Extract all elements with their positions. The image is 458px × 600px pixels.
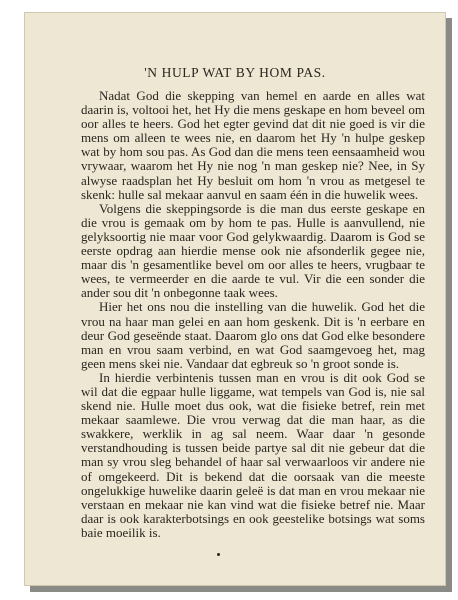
body-text [81, 89, 425, 540]
paragraph: Nadat God die skepping van hemel en aarde en alles wat daarin is, voltooi het, het Hy die mens geskape en hom beveel om oor alles te heers. God het egter gevind dat dit nie goed is vir die mens om alleen te wees nie, en daarom het Hy 'n hulpe geskep wat by hom sou pas. As God dan die mens teen eensaamheid wou vrywaar, waarom het Hy nie nog 'n man geskep nie? Nee, in Sy alwyse raadsplan het Hy besluit om hom 'n vrou as metgesel te skenk: hulle sal mekaar aanvul en saam één in die huwelik wees. [81, 88, 425, 202]
paragraph: In hierdie verbintenis tussen man en vrou is dit ook God se wil dat die egpaar hulle liggame, wat tempels van God is, nie sal skend nie. Hulle moet dus ook, wat die fisieke betref, rein met mekaar saamlewe. Die vrou verwag dat die man haar, as die swakkere, werklik in ag sal neem. Waar daar 'n gesonde verstandhouding is tussen beide partye sal dit nie gebeur dat die man sy vrou sleg behandel of haar sal verwaarloos vir andere nie of omgekeerd. Dit is bekend dat die oorsaak van die meeste ongelukkige huwelike daarin geleë is dat man en vrou mekaar nie verstaan en mekaar nie kan vind wat die fisieke betref nie. Maar daar is ook karakterbotsings en ook geestelike botsings wat soms baie moeilik is. [81, 369, 425, 540]
page-title: 'N HULP WAT BY HOM PAS. [144, 65, 326, 80]
book-page [24, 12, 446, 586]
paragraph: Volgens die skeppingsorde is die man dus eerste geskape en die vrou is gemaak om by hom te pas. Hulle is aanvullend, nie gelyksoortig nie maar voor God gelykwaardig. Daarom is God se eerste opdrag aan hierdie mense ook nie afsonderlik gegee nie, maar dis 'n gesamentlike bevel om oor alles te heers, vrugbaar te wees, te vermeerder en die aarde te vul. Vir die een sonder die ander sou dit 'n onbegonne taak wees. [81, 200, 425, 301]
page-marker-dot [217, 553, 220, 556]
paragraph: Hier het ons nou die instelling van die huwelik. God het die vrou na haar man gelei en aan hom geskenk. Dit is 'n eerbare en deur God geseënde staat. Daarom glo ons dat God elke besondere man en vrou saam verbind, en wat God saamgevoeg het, mag geen mens skei nie. Vandaar dat egbreuk so 'n groot sonde is. [81, 299, 425, 371]
